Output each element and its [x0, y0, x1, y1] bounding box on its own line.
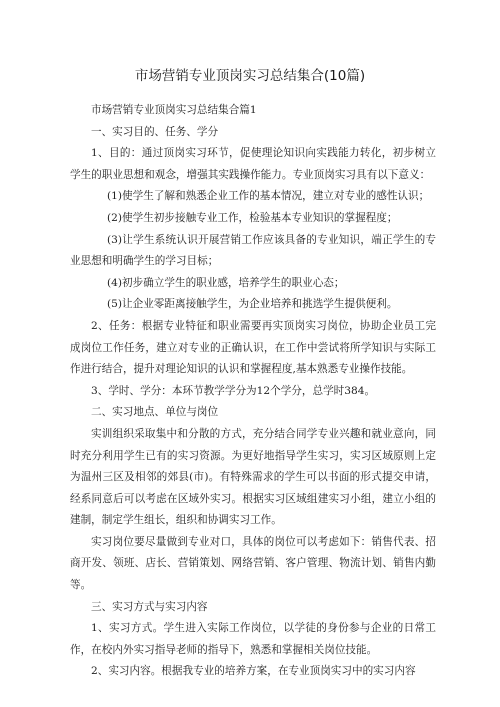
list-item: (1)使学生了解和熟悉企业工作的基本情况，建立对专业的感性认识；: [107, 190, 430, 203]
list-item: (2)使学生初步接触专业工作，检验基本专业知识的掌握程度；: [107, 211, 398, 224]
list-item: (3)让学生系统认识开展营销工作应该具备的专业知识，端正学生的专业思想和明确学生的学习目标；: [70, 233, 436, 268]
section-heading: 市场营销专业顶岗实习总结集合篇1: [91, 104, 257, 116]
section-heading: 三、实习方式与实习内容: [91, 600, 208, 613]
body-paragraph: 实训组织采取集中和分散的方式，充分结合同学专业兴趣和就业意向，同时充分利用学生已有的实习资源。为更好地指导学生实习，实习区域原则上定为温州三区及相邻的郊县(市)。有特殊需求的学生可以书面的形式提交申请，经系同意后可以考虑在区域外实习。根据实习区域组建实习小组，建立小组的建制，制定学生组长，组织和协调实习工作。: [70, 427, 436, 527]
body-paragraph: 1、目的：通过顶岗实习环节，促使理论知识向实践能力转化，初步树立学生的职业思想和观念，增强其实践操作能力。专业顶岗实习具有以下意义：: [70, 147, 436, 181]
section-heading: 二、实习地点、单位与岗位: [91, 406, 219, 419]
body-paragraph: 2、任务：根据专业特征和职业需要再实顶岗实习岗位，协助企业员工完成岗位工作任务，建立对专业的正确认识，在工作中尝试将所学知识与实际工作进行结合，提升对理论知识的认识和掌握程度,基本熟悉专业操作技能。: [70, 319, 436, 376]
body-paragraph: 3、学时、学分：本环节教学学分为12个学分，总学时384。: [91, 384, 376, 397]
document-body: [70, 100, 436, 683]
body-paragraph: 实习岗位要尽量做到专业对口，具体的岗位可以考虑如下：销售代表、招商开发、领班、店长、营销策划、网络营销、客户管理、物流计划、销售内勤等。: [70, 535, 436, 592]
section-heading: 一、实习目的、任务、学分: [91, 125, 219, 138]
body-paragraph: 2、实习内容。根据我专业的培养方案，在专业顶岗实习中的实习内容: [91, 665, 416, 678]
body-paragraph: 1、实习方式。学生进入实际工作岗位，以学徒的身份参与企业的日常工作，在校内外实习指导老师的指导下，熟悉和掌握相关岗位技能。: [70, 622, 436, 656]
document-title: 市场营销专业顶岗实习总结集合(10篇): [134, 68, 366, 84]
list-item: (4)初步确立学生的职业感，培养学生的职业心态；: [107, 276, 345, 289]
list-item: (5)让企业零距离接触学生，为企业培养和挑选学生提供便利。: [107, 298, 398, 311]
